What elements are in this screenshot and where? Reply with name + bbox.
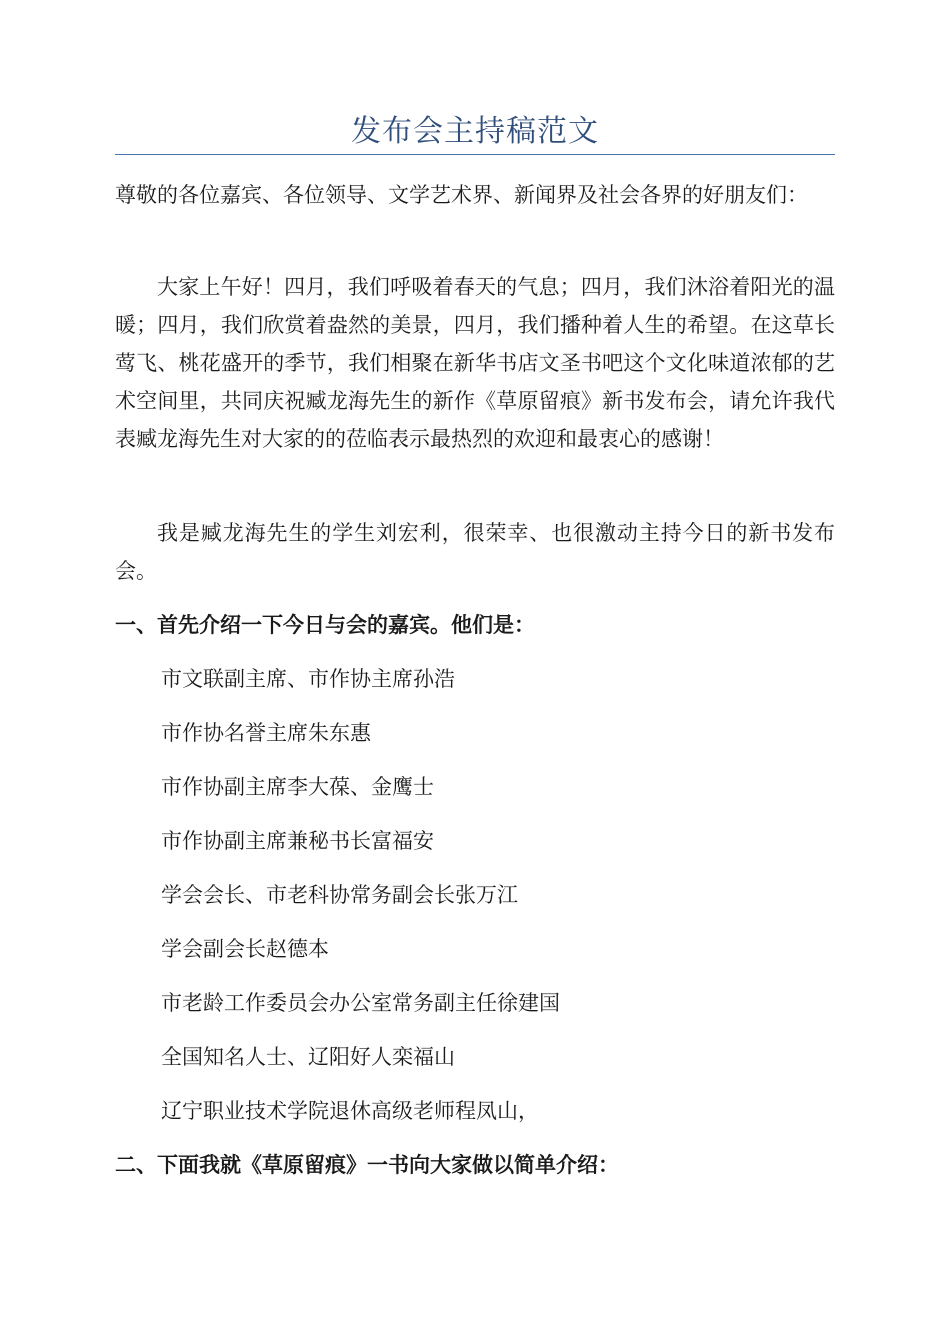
guest-item: 全国知名人士、辽阳好人栾福山: [161, 1045, 455, 1069]
guest-item: 市作协名誉主席朱东惠: [161, 721, 371, 745]
section-heading-guests: 一、首先介绍一下今日与会的嘉宾。他们是：: [115, 612, 535, 637]
title-underline: [115, 154, 835, 155]
guest-item: 市作协副主席李大葆、金鹰士: [161, 775, 434, 799]
guest-item: 市作协副主席兼秘书长富福安: [161, 829, 434, 853]
host-introduction-paragraph: 我是臧龙海先生的学生刘宏利，很荣幸、也很激动主持今日的新书发布会。: [115, 521, 835, 583]
guest-item: 学会副会长赵德本: [161, 937, 329, 961]
guest-item: 市文联副主席、市作协主席孙浩: [161, 667, 455, 691]
guest-item: 辽宁职业技术学院退休高级老师程凤山，: [161, 1099, 539, 1123]
section-heading-book-intro: 二、下面我就《草原留痕》一书向大家做以简单介绍：: [115, 1152, 619, 1177]
guest-item: 学会会长、市老科协常务副会长张万江: [161, 883, 518, 907]
document-title: 发布会主持稿范文: [351, 114, 599, 149]
salutation: 尊敬的各位嘉宾、各位领导、文学艺术界、新闻界及社会各界的好朋友们：: [115, 183, 808, 207]
guest-item: 市老龄工作委员会办公室常务副主任徐建国: [161, 991, 560, 1015]
opening-paragraph: 大家上午好！四月，我们呼吸着春天的气息；四月，我们沐浴着阳光的温暖；四月，我们欣赏着盎然的美景，四月，我们播种着人生的希望。在这草长莺飞、桃花盛开的季节，我们相聚在新华书店文圣书吧这个文化味道浓郁的艺术空间里，共同庆祝臧龙海先生的新作《草原留痕》新书发布会，请允许我代表臧龙海先生对大家的的莅临表示最热烈的欢迎和最衷心的感谢！: [115, 275, 835, 451]
